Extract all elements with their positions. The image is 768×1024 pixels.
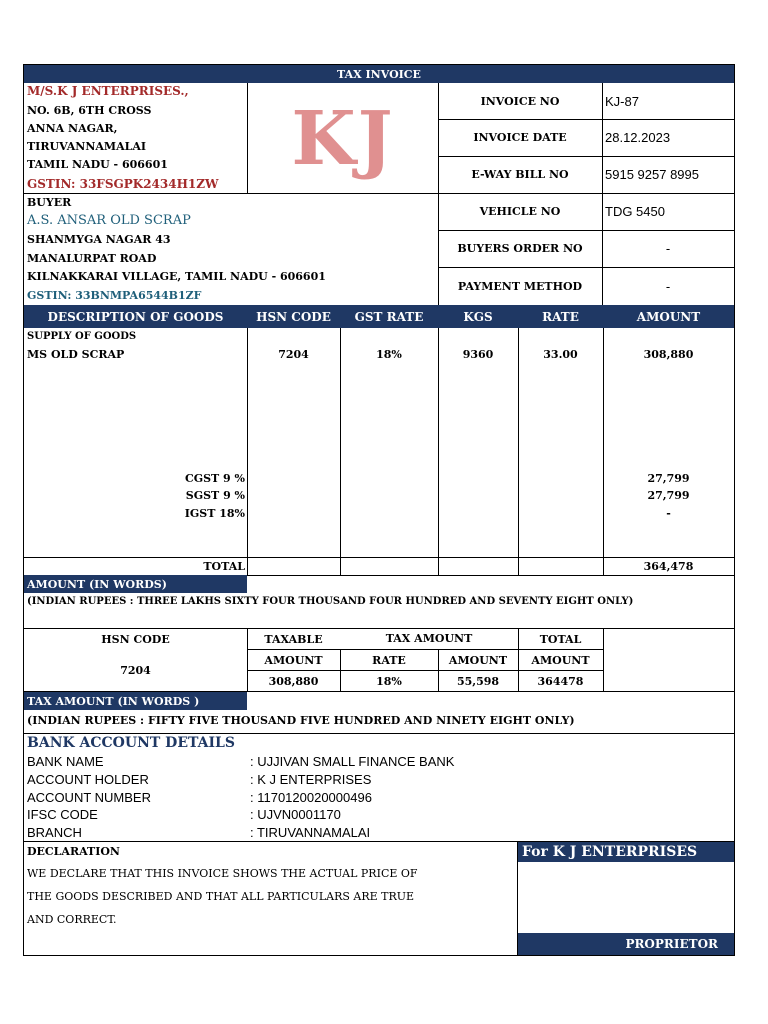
col-header-amount: AMOUNT (636, 309, 701, 324)
bank-label: ACCOUNT NUMBER (27, 790, 151, 805)
meta-label-eway-bill: E-WAY BILL NO (471, 168, 569, 181)
amount-words-label: AMOUNT (IN WORDS) (24, 575, 247, 593)
summary-taxable-value: 308,880 (268, 675, 319, 688)
meta-label-buyers-order: BUYERS ORDER NO (457, 242, 583, 255)
proprietor-text: PROPRIETOR (625, 937, 718, 951)
column-divider (603, 328, 604, 575)
bank-heading: BANK ACCOUNT DETAILS (27, 735, 236, 751)
summary-total-value: 364478 (537, 675, 584, 688)
seller-address-line: TAMIL NADU - 606601 (27, 158, 168, 171)
bank-value: : 1170120020000496 (250, 790, 372, 805)
item-gst-rate: 18% (376, 348, 402, 361)
divider (24, 628, 734, 629)
seller-address-line: TIRUVANNAMALAI (27, 140, 147, 153)
logo (247, 83, 439, 194)
tax-amount-igst: - (666, 507, 671, 520)
total-label: TOTAL (203, 560, 245, 573)
tax-label-cgst: CGST 9 % (184, 472, 245, 485)
seller-address-line: ANNA NAGAR, (27, 122, 118, 135)
col-header-hsn: HSN CODE (256, 309, 331, 324)
divider (24, 733, 734, 734)
buyer-address-line: SHANMYGA NAGAR 43 (27, 233, 171, 246)
divider (24, 557, 734, 558)
tax-label-igst: IGST 18% (184, 507, 245, 520)
buyer-address-line: MANALURPAT ROAD (27, 252, 157, 265)
item-hsn: 7204 (278, 348, 309, 361)
bank-value: : UJVN0001170 (250, 807, 341, 822)
summary-tax-amount-label: TAX AMOUNT (385, 632, 473, 645)
signature-for-label (518, 842, 734, 862)
summary-taxable-label: TAXABLE (264, 633, 323, 646)
bank-value: : K J ENTERPRISES (250, 772, 372, 787)
bank-label: IFSC CODE (27, 807, 98, 822)
summary-amount-label: AMOUNT (448, 654, 508, 667)
summary-rate-label: RATE (372, 654, 406, 667)
meta-label-vehicle-no: VEHICLE NO (479, 205, 561, 218)
tax-words-text: (INDIAN RUPEES : FIFTY FIVE THOUSAND FIVE HUNDRED AND NINETY EIGHT ONLY) (27, 714, 575, 727)
buyer-gstin: GSTIN: 33BNMPA6544B1ZF (27, 289, 202, 302)
meta-label-invoice-no: INVOICE NO (480, 94, 560, 108)
total-amount: 364,478 (643, 560, 694, 573)
item-amount: 308,880 (643, 348, 694, 361)
seller-name: M/S.K J ENTERPRISES., (27, 84, 189, 98)
amount-words-text: (INDIAN RUPEES : THREE LAKHS SIXTY FOUR THOUSAND FOUR HUNDRED AND SEVENTY EIGHT ONLY) (27, 596, 634, 607)
meta-value-invoice-date: 28.12.2023 (605, 130, 671, 145)
proprietor-label (518, 933, 734, 955)
col-header-rate: RATE (542, 309, 579, 324)
buyer-heading: BUYER (27, 196, 72, 209)
column-divider (340, 328, 341, 575)
summary-hsn-value: 7204 (120, 664, 151, 677)
meta-value-vehicle-no: TDG 5450 (605, 204, 665, 219)
col-header-description: DESCRIPTION OF GOODS (47, 309, 224, 324)
tax-words-label: TAX AMOUNT (IN WORDS ) (24, 692, 247, 710)
tax-label-sgst: SGST 9 % (185, 489, 245, 502)
seller-gstin: GSTIN: 33FSGPK2434H1ZW (27, 177, 219, 191)
tax-amount-cgst: 27,799 (647, 472, 690, 485)
declaration-line: WE DECLARE THAT THIS INVOICE SHOWS THE ACTUAL PRICE OF (27, 867, 418, 880)
item-rate: 33.00 (543, 348, 578, 361)
item-kgs: 9360 (462, 348, 494, 361)
invoice-title: TAX INVOICE (24, 65, 734, 83)
buyer-address-line: KILNAKKARAI VILLAGE, TAMIL NADU - 606601 (27, 270, 326, 283)
buyer-name: A.S. ANSAR OLD SCRAP (27, 213, 191, 228)
divider (247, 649, 603, 650)
column-divider (438, 328, 439, 575)
signature-for-text: For K J ENTERPRISES (522, 844, 698, 860)
bank-label: BANK NAME (27, 754, 104, 769)
bank-value: : UJJIVAN SMALL FINANCE BANK (250, 754, 455, 769)
summary-total-label: TOTAL (539, 633, 582, 646)
summary-hsn-label: HSN CODE (101, 633, 170, 646)
divider (24, 193, 439, 194)
bank-label: BRANCH (27, 825, 82, 840)
col-header-kgs: KGS (463, 309, 493, 324)
column-divider (603, 628, 604, 691)
column-divider (247, 328, 248, 575)
meta-value-invoice-no: KJ-87 (605, 93, 639, 109)
seller-address-line: NO. 6B, 6TH CROSS (27, 104, 152, 117)
tax-amount-sgst: 27,799 (647, 489, 690, 502)
summary-rate-value: 18% (376, 675, 402, 688)
meta-value-buyers-order: - (665, 241, 671, 256)
summary-taxable-label-2: AMOUNT (264, 654, 323, 667)
declaration-heading: DECLARATION (27, 845, 120, 858)
declaration-line: THE GOODS DESCRIBED AND THAT ALL PARTICULARS ARE TRUE (27, 890, 415, 903)
supply-of-goods-label: SUPPLY OF GOODS (27, 331, 137, 342)
col-header-gst-rate: GST RATE (354, 309, 424, 324)
bank-label: ACCOUNT HOLDER (27, 772, 149, 787)
meta-label-payment-method: PAYMENT METHOD (457, 279, 583, 293)
bank-value: : TIRUVANNAMALAI (250, 825, 371, 840)
column-divider (518, 328, 519, 575)
summary-total-label-2: AMOUNT (531, 654, 590, 667)
logo-text: KJ (291, 95, 395, 182)
divider (247, 670, 603, 671)
declaration-line: AND CORRECT. (27, 913, 117, 926)
meta-value-eway-bill: 5915 9257 8995 (605, 167, 699, 182)
item-description: MS OLD SCRAP (27, 348, 125, 361)
summary-tax-value: 55,598 (456, 675, 500, 688)
meta-value-payment-method: - (665, 278, 671, 294)
meta-label-invoice-date: INVOICE DATE (473, 131, 567, 144)
